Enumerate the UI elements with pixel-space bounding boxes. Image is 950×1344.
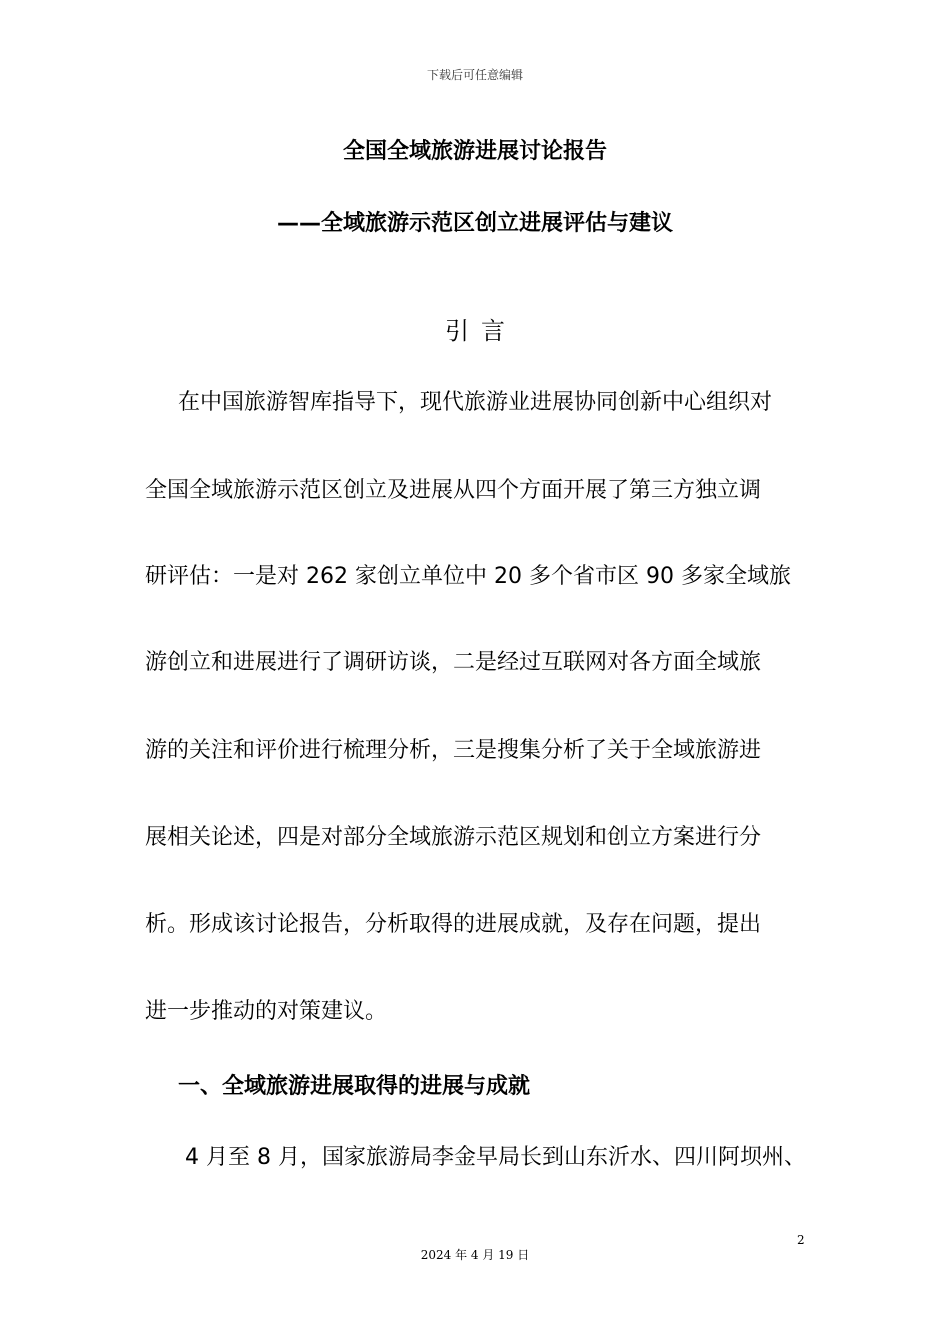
section-heading: 一、全域旅游进展取得的进展与成就 xyxy=(178,1074,531,1099)
paragraph-line: 全国全域旅游示范区创立及进展从四个方面开展了第三方独立调 xyxy=(145,478,762,503)
header-note: 下载后可任意编辑 xyxy=(426,68,523,82)
intro-heading: 引言 xyxy=(445,317,517,345)
footer-date: 2024 年 4 月 19 日 xyxy=(420,1248,530,1262)
paragraph-line: 研评估：一是对 262 家创立单位中 20 多个省市区 90 多家全域旅 xyxy=(145,564,791,589)
paragraph-line: 在中国旅游智库指导下，现代旅游业进展协同创新中心组织对 xyxy=(178,390,773,415)
page-number: 2 xyxy=(797,1233,805,1247)
paragraph-line: 游的关注和评价进行梳理分析，三是搜集分析了关于全域旅游进 xyxy=(145,738,762,763)
page-subtitle: ——全域旅游示范区创立进展评估与建议 xyxy=(276,211,673,236)
paragraph-line: 析。形成该讨论报告，分析取得的进展成就，及存在问题，提出 xyxy=(145,912,762,937)
paragraph-line: 4 月至 8 月，国家旅游局李金早局长到山东沂水、四川阿坝州、 xyxy=(185,1145,806,1170)
paragraph-line: 展相关论述，四是对部分全域旅游示范区规划和创立方案进行分 xyxy=(145,825,762,850)
paragraph-line: 游创立和进展进行了调研访谈，二是经过互联网对各方面全域旅 xyxy=(145,650,762,675)
page-title: 全国全域旅游进展讨论报告 xyxy=(342,139,607,164)
paragraph-line: 进一步推动的对策建议。 xyxy=(145,999,388,1024)
